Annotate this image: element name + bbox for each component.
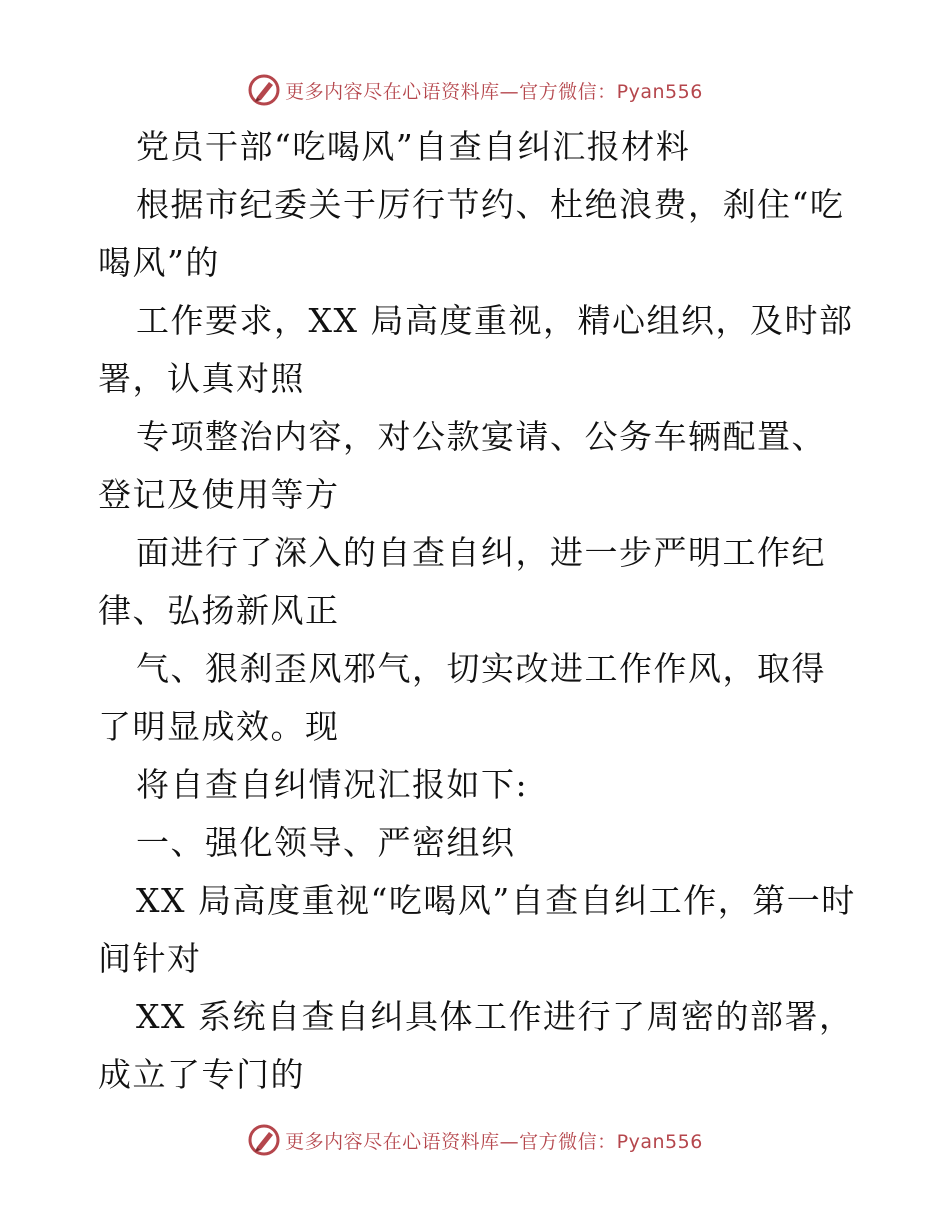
pen-logo-icon — [247, 73, 281, 107]
watermark-banner-bottom — [0, 1120, 950, 1160]
watermark-text: 更多内容尽在心语资料库—官方微信：Pyan556 — [285, 1130, 703, 1153]
body-line: 将自查自纠情况汇报如下: — [136, 765, 529, 804]
document-body — [98, 118, 858, 1104]
document-title: 党员干部“吃喝风”自查自纠汇报材料 — [136, 127, 691, 166]
section-heading: 一、强化领导、严密组织 — [136, 823, 516, 862]
body-line: 专项整治内容，对公款宴请、公务车辆配置、登记及使用等方 — [98, 417, 826, 514]
body-line: 面进行了深入的自查自纠，进一步严明工作纪律、弘扬新风正 — [98, 533, 826, 630]
body-line: 气、狠刹歪风邪气，切实改进工作作风，取得了明显成效。现 — [98, 649, 826, 746]
watermark-text: 更多内容尽在心语资料库—官方微信：Pyan556 — [285, 80, 703, 103]
body-line: XX 系统自查自纠具体工作进行了周密的部署，成立了专门的 — [98, 997, 854, 1094]
body-line: XX 局高度重视“吃喝风”自查自纠工作，第一时间针对 — [98, 881, 856, 978]
body-line: 根据市纪委关于厉行节约、杜绝浪费，刹住“吃喝风”的 — [98, 185, 845, 282]
pen-logo-icon — [247, 1123, 281, 1157]
watermark-banner-top — [0, 70, 950, 110]
body-line: 工作要求，XX 局高度重视，精心组织，及时部署，认真对照 — [98, 301, 854, 398]
